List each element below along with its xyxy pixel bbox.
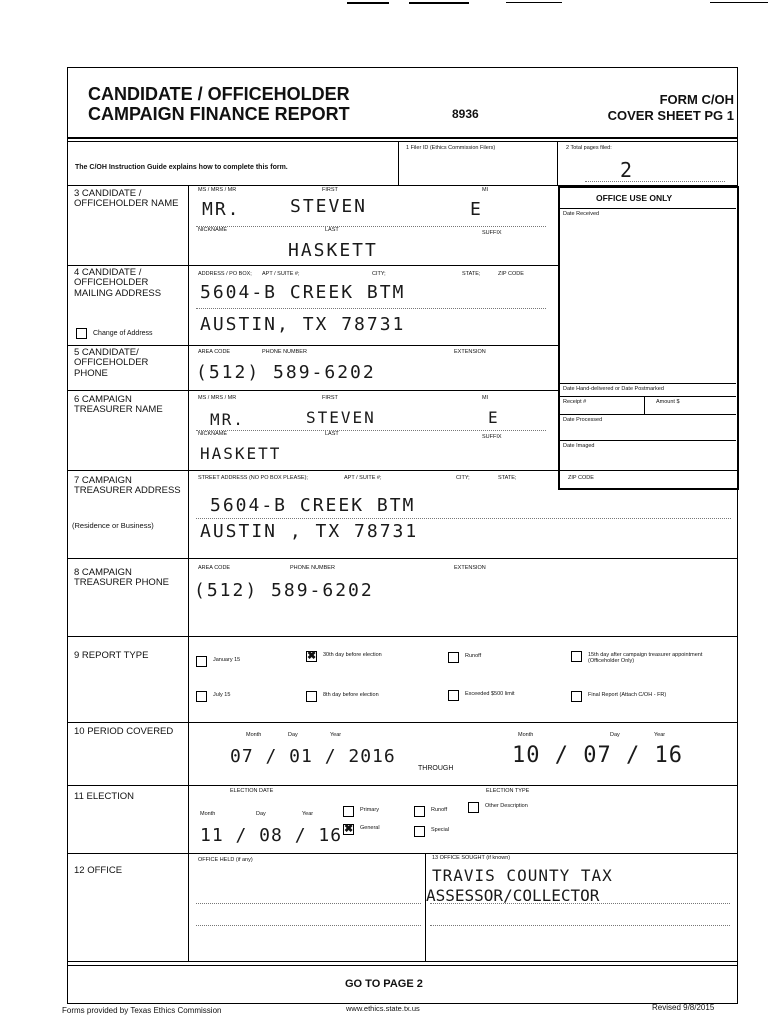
report-type-checkbox-4[interactable] (196, 691, 207, 702)
treas-street-label: STREET ADDRESS (NO PO BOX PLEASE); (198, 475, 308, 481)
report-type-label-0: January 15 (213, 657, 241, 663)
date-received-label: Date Received (563, 211, 600, 217)
cand-ext-label: EXTENSION (454, 349, 486, 355)
treas-phone-value[interactable]: (512) 589-6202 (194, 580, 374, 601)
cand-apt-label: APT / SUITE #; (262, 271, 300, 277)
treas-address-line2[interactable]: AUSTIN , TX 78731 (200, 521, 419, 542)
section-10-label: 10 PERIOD COVERED (74, 726, 174, 737)
report-type-label-7: Final Report (Attach C/OH - FR) (588, 692, 667, 698)
office-sought-label: 13 OFFICE SOUGHT (if known) (432, 855, 511, 861)
period-to-year-label: Year (654, 732, 666, 738)
form-title (88, 84, 350, 124)
cand-city-label: CITY; (372, 271, 386, 277)
election-type-label-2: Other Description (485, 803, 528, 809)
treas-first-value[interactable]: STEVEN (306, 408, 376, 427)
treas-suffix-label: SUFFIX (482, 434, 502, 440)
election-type-checkbox-4[interactable] (414, 826, 425, 837)
election-type-label-1: Runoff (431, 807, 448, 813)
residence-label: (Residence or Business) (72, 521, 154, 530)
change-of-address-checkbox[interactable] (76, 328, 87, 339)
treas-state-label: STATE; (498, 475, 517, 481)
total-pages-label: 2 Total pages filed: (566, 145, 612, 151)
treas-prefix-value[interactable]: MR. (210, 410, 245, 429)
election-day-label: Day (256, 811, 266, 817)
period-to-month-label: Month (518, 732, 534, 738)
office-sought-line1[interactable]: TRAVIS COUNTY TAX (432, 866, 613, 885)
cand-phone-label: PHONE NUMBER (262, 349, 307, 355)
treas-mi-label: MI (482, 395, 489, 401)
provided-by: Forms provided by Texas Ethics Commission (62, 1006, 222, 1015)
election-date-label: ELECTION DATE (230, 788, 274, 794)
treas-phone-label: PHONE NUMBER (290, 565, 335, 571)
cand-prefix-label: MS / MRS / MR (198, 187, 237, 193)
title-line-2: CAMPAIGN FINANCE REPORT (88, 104, 350, 124)
treas-prefix-label: MS / MRS / MR (198, 395, 237, 401)
election-year-label: Year (302, 811, 314, 817)
election-type-label: ELECTION TYPE (486, 788, 530, 794)
receipt-label: Receipt # (563, 399, 587, 405)
cand-first-label: FIRST (322, 187, 338, 193)
report-type-label-3: 15th day after campaign treasurer appointment (Officeholder Only) (588, 652, 703, 664)
cand-last-value[interactable]: HASKETT (288, 240, 378, 261)
report-type-checkbox-6[interactable] (448, 690, 459, 701)
section-12-label: 12 OFFICE (74, 865, 123, 876)
report-type-checkbox-7[interactable] (571, 691, 582, 702)
filer-id-field[interactable] (403, 155, 553, 181)
title-line-1: CANDIDATE / OFFICEHOLDER (88, 84, 350, 104)
election-type-checkbox-1[interactable] (414, 806, 425, 817)
instructions-text: The C/OH Instruction Guide explains how to complete this form. (75, 164, 288, 171)
section-7-label: 7 CAMPAIGN TREASURER ADDRESS (74, 475, 181, 497)
revised-date: Revised 9/8/2015 (652, 1003, 715, 1012)
treas-apt-label: APT / SUITE #; (344, 475, 382, 481)
election-type-label-4: Special (431, 827, 450, 833)
treas-address-line1[interactable]: 5604-B CREEK BTM (210, 495, 416, 516)
section-4-label: 4 CANDIDATE / OFFICEHOLDER MAILING ADDRESS (74, 267, 162, 299)
cand-state-label: STATE; (462, 271, 481, 277)
period-month-label: Month (246, 732, 262, 738)
date-processed-label: Date Processed (563, 417, 603, 423)
date-hand-delivered-label: Date Hand-delivered or Date Postmarked (563, 386, 664, 392)
cand-address-line2[interactable]: AUSTIN, TX 78731 (200, 314, 406, 335)
treas-last-value[interactable]: HASKETT (200, 444, 282, 463)
amount-label: Amount $ (656, 399, 680, 405)
report-type-checkbox-0[interactable] (196, 656, 207, 667)
election-type-checkbox-0[interactable] (343, 806, 354, 817)
change-of-address-label: Change of Address (93, 330, 153, 337)
treas-nickname-label: NICKNAME (198, 431, 228, 437)
section-3-label: 3 CANDIDATE / OFFICEHOLDER NAME (74, 188, 179, 210)
cand-zip-label: ZIP CODE (498, 271, 524, 277)
filer-id-label: 1 Filer ID (Ethics Commission Filers) (406, 145, 496, 151)
cover-sheet-label: COVER SHEET PG 1 (607, 108, 734, 123)
cand-phone-value[interactable]: (512) 589-6202 (196, 362, 376, 383)
cand-suffix-label: SUFFIX (482, 230, 502, 236)
treas-zip-label: ZIP CODE (568, 475, 594, 481)
election-type-checkbox-3[interactable]: ✖ (344, 823, 354, 835)
cand-nickname-label: NICKNAME (198, 227, 228, 233)
cand-area-label: AREA CODE (198, 349, 231, 355)
period-from-value[interactable]: 07 / 01 / 2016 (230, 746, 396, 767)
report-type-checkbox-3[interactable] (571, 651, 582, 662)
treas-city-label: CITY; (456, 475, 470, 481)
treas-area-label: AREA CODE (198, 565, 231, 571)
treas-ext-label: EXTENSION (454, 565, 486, 571)
period-day-label: Day (288, 732, 298, 738)
total-pages-value[interactable]: 2 (620, 158, 635, 182)
report-type-label-5: 8th day before election (323, 692, 379, 698)
report-type-checkbox-5[interactable] (306, 691, 317, 702)
section-6-label: 6 CAMPAIGN TREASURER NAME (74, 394, 163, 416)
treas-mi-value[interactable]: E (488, 408, 500, 427)
election-type-checkbox-2[interactable] (468, 802, 479, 813)
election-month-label: Month (200, 811, 216, 817)
period-year-label: Year (330, 732, 342, 738)
office-held-label: OFFICE HELD (if any) (198, 857, 253, 863)
through-label: THROUGH (418, 765, 454, 772)
website: www.ethics.state.tx.us (346, 1004, 420, 1013)
form-name: FORM C/OH (659, 92, 734, 107)
report-type-checkbox-2[interactable] (448, 652, 459, 663)
treas-first-label: FIRST (322, 395, 338, 401)
cand-address-label: ADDRESS / PO BOX; (198, 271, 252, 277)
period-to-day-label: Day (610, 732, 620, 738)
cand-first-value[interactable]: STEVEN (290, 196, 368, 217)
section-9-label: 9 REPORT TYPE (74, 650, 149, 661)
cand-last-label: LAST (325, 227, 339, 233)
cand-prefix-value[interactable]: MR. (202, 199, 241, 220)
cand-mi-value[interactable]: E (470, 199, 483, 220)
election-type-label-0: Primary (360, 807, 379, 813)
report-type-label-6: Exceeded $500 limit (465, 691, 515, 697)
go-to-page-2: GO TO PAGE 2 (345, 978, 423, 990)
period-to-value[interactable]: 10 / 07 / 16 (512, 743, 683, 768)
section-11-label: 11 ELECTION (74, 791, 135, 802)
report-type-checkbox-1[interactable]: ✖ (307, 650, 317, 662)
form-number: 8936 (452, 107, 479, 121)
office-use-title: OFFICE USE ONLY (596, 193, 673, 203)
cand-mi-label: MI (482, 187, 489, 193)
report-type-label-1: 30th day before election (323, 652, 382, 658)
date-imaged-label: Date Imaged (563, 443, 595, 449)
office-sought-line2[interactable]: ASSESSOR/COLLECTOR (426, 886, 600, 905)
section-8-label: 8 CAMPAIGN TREASURER PHONE (74, 567, 170, 589)
election-date-value[interactable]: 11 / 08 / 16 (200, 825, 343, 846)
report-type-label-4: July 15 (213, 692, 231, 698)
section-5-label: 5 CANDIDATE/ OFFICEHOLDER PHONE (74, 347, 149, 379)
treas-last-label: LAST (325, 431, 339, 437)
election-type-label-3: General (360, 825, 380, 831)
cand-address-line1[interactable]: 5604-B CREEK BTM (200, 282, 406, 303)
report-type-label-2: Runoff (465, 653, 482, 659)
